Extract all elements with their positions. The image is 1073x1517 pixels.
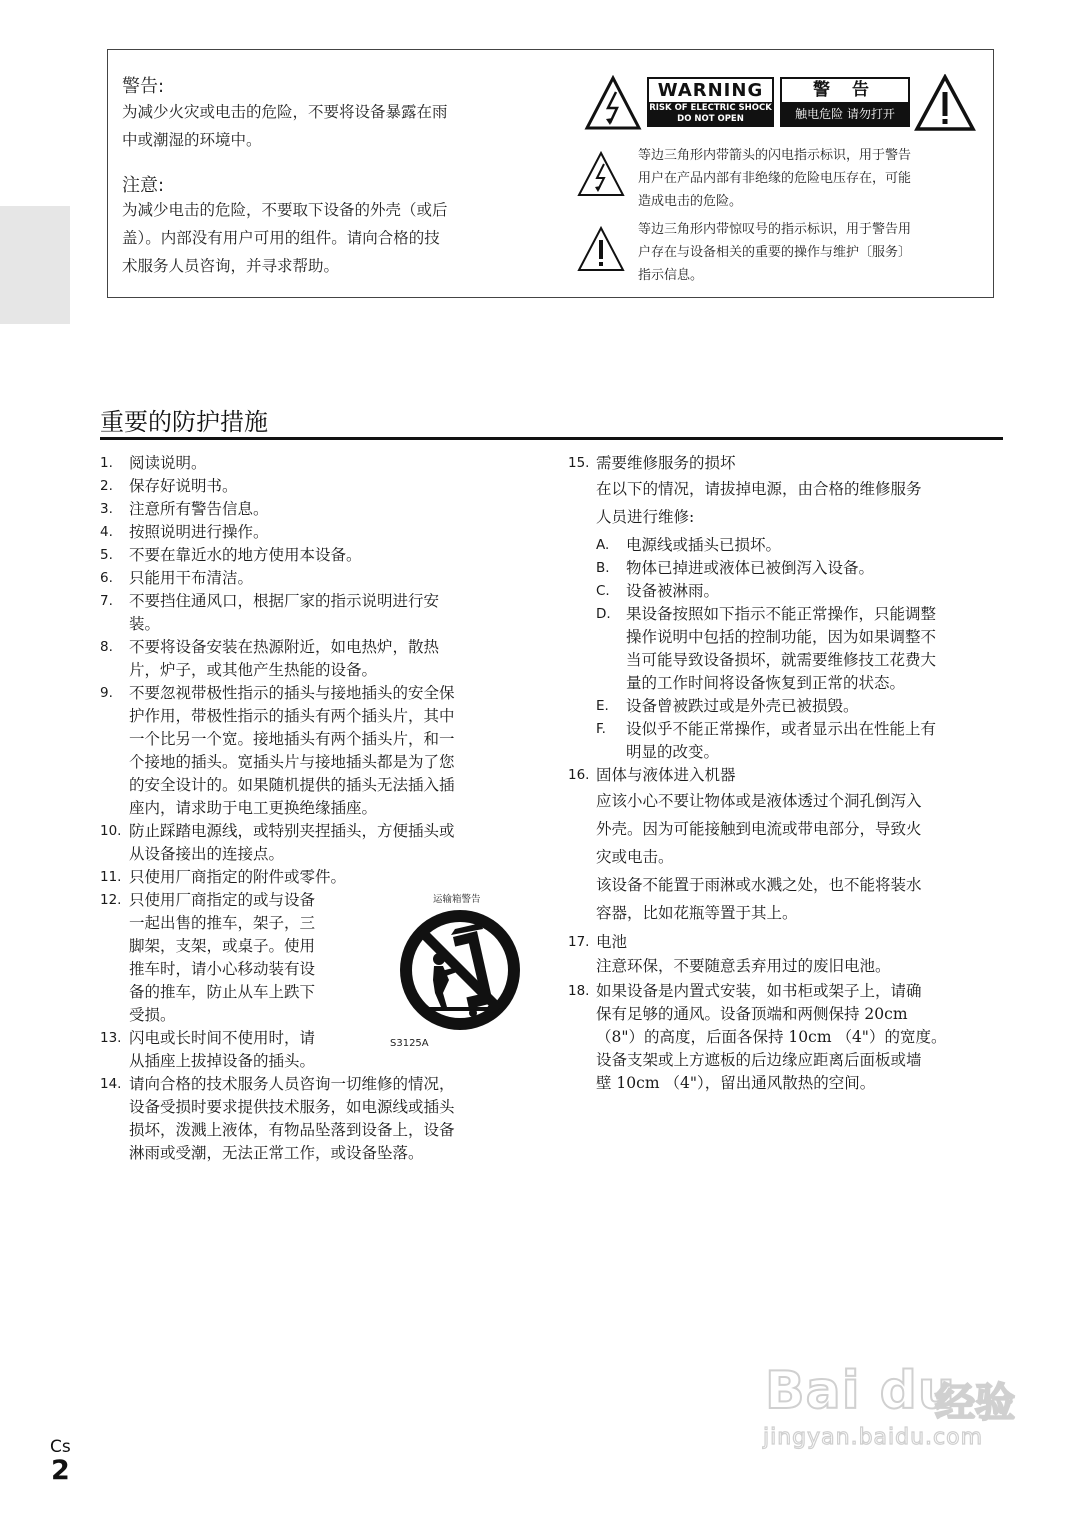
warning-label-en: WARNING RISK OF ELECTRIC SHOCK DO NOT OPEN — [647, 77, 774, 127]
cart-warning-caption: 运输箱警告 — [433, 894, 481, 905]
page-number: 2 — [51, 1455, 70, 1486]
list-item: 3. 注意所有警告信息。 — [100, 500, 269, 518]
item-15-intro: 在以下的情况，请拔掉电源，由合格的维修服务 人员进行维修: — [596, 480, 922, 526]
list-item: 7. 不要挡住通风口，根据厂家的指示说明进行安 装。 — [100, 592, 440, 633]
baidu-watermark: Bai du 经验 jingyan.baidu.com — [763, 1361, 1015, 1450]
list-item: 1. 阅读说明。 — [100, 454, 207, 472]
list-item: 17. 电池 — [568, 933, 628, 951]
list-item: 9. 不要忽视带极性指示的插头与接地插头的安全保 护作用，带极性指示的插头有两个插头片，其中 一个比另一个宽。接地插头有两个插头片，和一 个接地的插头。宽插头片与接地插头都是为了您 的安全设计的。如果随机提供的插头无法插入插 座内，请求助于电工更换绝缘插座。 — [100, 684, 455, 817]
lightning-symbol-icon — [576, 150, 626, 198]
list-item: 2. 保存好说明书。 — [100, 477, 238, 495]
cart-tip-over-icon — [397, 907, 523, 1033]
list-item: 8. 不要将设备安装在热源附近，如电热炉，散热 片，炉子，或其他产生热能的设备。 — [100, 638, 440, 679]
lightning-description: 等边三角形内带箭头的闪电指示标识，用于警告 用户在产品内部有非绝缘的危险电压存在，可能 造成电击的危险。 — [638, 148, 912, 209]
list-item: 18. 如果设备是内置式安装，如书柜或架子上，请确 保有足够的通风。设备顶端和两侧保持 20cm （8"）的高度，后面各保持 10cm （4"）的宽度。 设备支架或上方遮板的后边缘应距离后面板或墙 壁 10cm （4"），留出通风散热的空间。 — [568, 982, 947, 1092]
cart-warning-code: S3125A — [390, 1038, 429, 1049]
sub-item: E. 设备曾被跌过或是外壳已被损毁。 — [596, 697, 859, 715]
exclamation-triangle-icon — [914, 74, 976, 132]
list-item: 12. 只使用厂商指定的或与设备 一起出售的推车，架子，三 脚架，支架，或桌子。使用 推车时，请小心移动装有设 备的推车，防止从车上跌下 受损。 — [100, 891, 316, 1024]
list-item: 13. 闪电或长时间不使用时，请 从插座上拔掉设备的插头。 — [100, 1029, 316, 1070]
exclamation-description: 等边三角形内带惊叹号的指示标识，用于警告用 户存在与设备相关的重要的操作与维护〔服务〕 指示信息。 — [638, 222, 912, 283]
item-16-body: 应该小心不要让物体或是液体透过个洞孔倒泻入 外壳。因为可能接触到电流或带电部分，导致火 灾或电击。 该设备不能置于雨淋或水溅之处，也不能将装水 容器，比如花瓶等置于其上。 — [596, 792, 922, 922]
sub-item: D. 果设备按照如下指示不能正常操作，只能调整 操作说明中包括的控制功能，因为如果调整不 当可能导致设备损坏，就需要维修技工花费大 量的工作时间将设备恢复到正常的状态。 — [596, 605, 937, 692]
list-item: 14. 请向合格的技术服务人员咨询一切维修的情况， 设备受损时要求提供技术服务，如电源线或插头 损坏，泼溅上液体，有物品坠落到设备上，设备 淋雨或受潮，无法正常工作，或设备坠落。 — [100, 1075, 455, 1162]
exclamation-symbol-icon — [576, 225, 626, 273]
warning-label-cn: 警 告 触电危险 请勿打开 — [780, 77, 910, 127]
warning-text: 为减少火灾或电击的危险，不要将设备暴露在雨 中或潮湿的环境中。 — [122, 103, 448, 149]
list-item: 10. 防止踩踏电源线，或特别夹捏插头，方便插头或 从设备接出的连接点。 — [100, 822, 455, 863]
side-tab-marker — [0, 206, 70, 324]
section-title: 重要的防护措施 — [100, 408, 268, 436]
list-item: 16. 固体与液体进入机器 — [568, 766, 736, 784]
title-rule — [100, 437, 1003, 440]
list-item: 6. 只能用干布清洁。 — [100, 569, 254, 587]
safety-list-right — [568, 452, 1003, 1095]
list-item: 4. 按照说明进行操作。 — [100, 523, 269, 541]
sub-item: B. 物体已掉进或液体已被倒泻入设备。 — [596, 559, 875, 577]
item-17-body: 注意环保，不要随意丢弃用过的废旧电池。 — [596, 957, 891, 975]
caution-text: 为减少电击的危险，不要取下设备的外壳（或后 盖）。内部没有用户可用的组件。请向合格的技 术服务人员咨询，并寻求帮助。 — [122, 201, 448, 275]
caution-heading: 注意: — [122, 175, 165, 196]
sub-item: F. 设似乎不能正常操作，或者显示出在性能上有 明显的改变。 — [596, 720, 937, 761]
lightning-triangle-icon — [584, 75, 642, 131]
list-item: 15. 需要维修服务的损坏 — [568, 454, 736, 472]
warning-heading: 警告: — [122, 76, 165, 97]
list-item: 5. 不要在靠近水的地方使用本设备。 — [100, 546, 362, 564]
sub-item: C. 设备被淋雨。 — [596, 582, 720, 600]
language-code: Cs — [50, 1437, 71, 1457]
sub-item: A. 电源线或插头已损坏。 — [596, 536, 782, 554]
safety-list-left — [100, 452, 525, 1165]
list-item: 11. 只使用厂商指定的附件或零件。 — [100, 868, 347, 886]
